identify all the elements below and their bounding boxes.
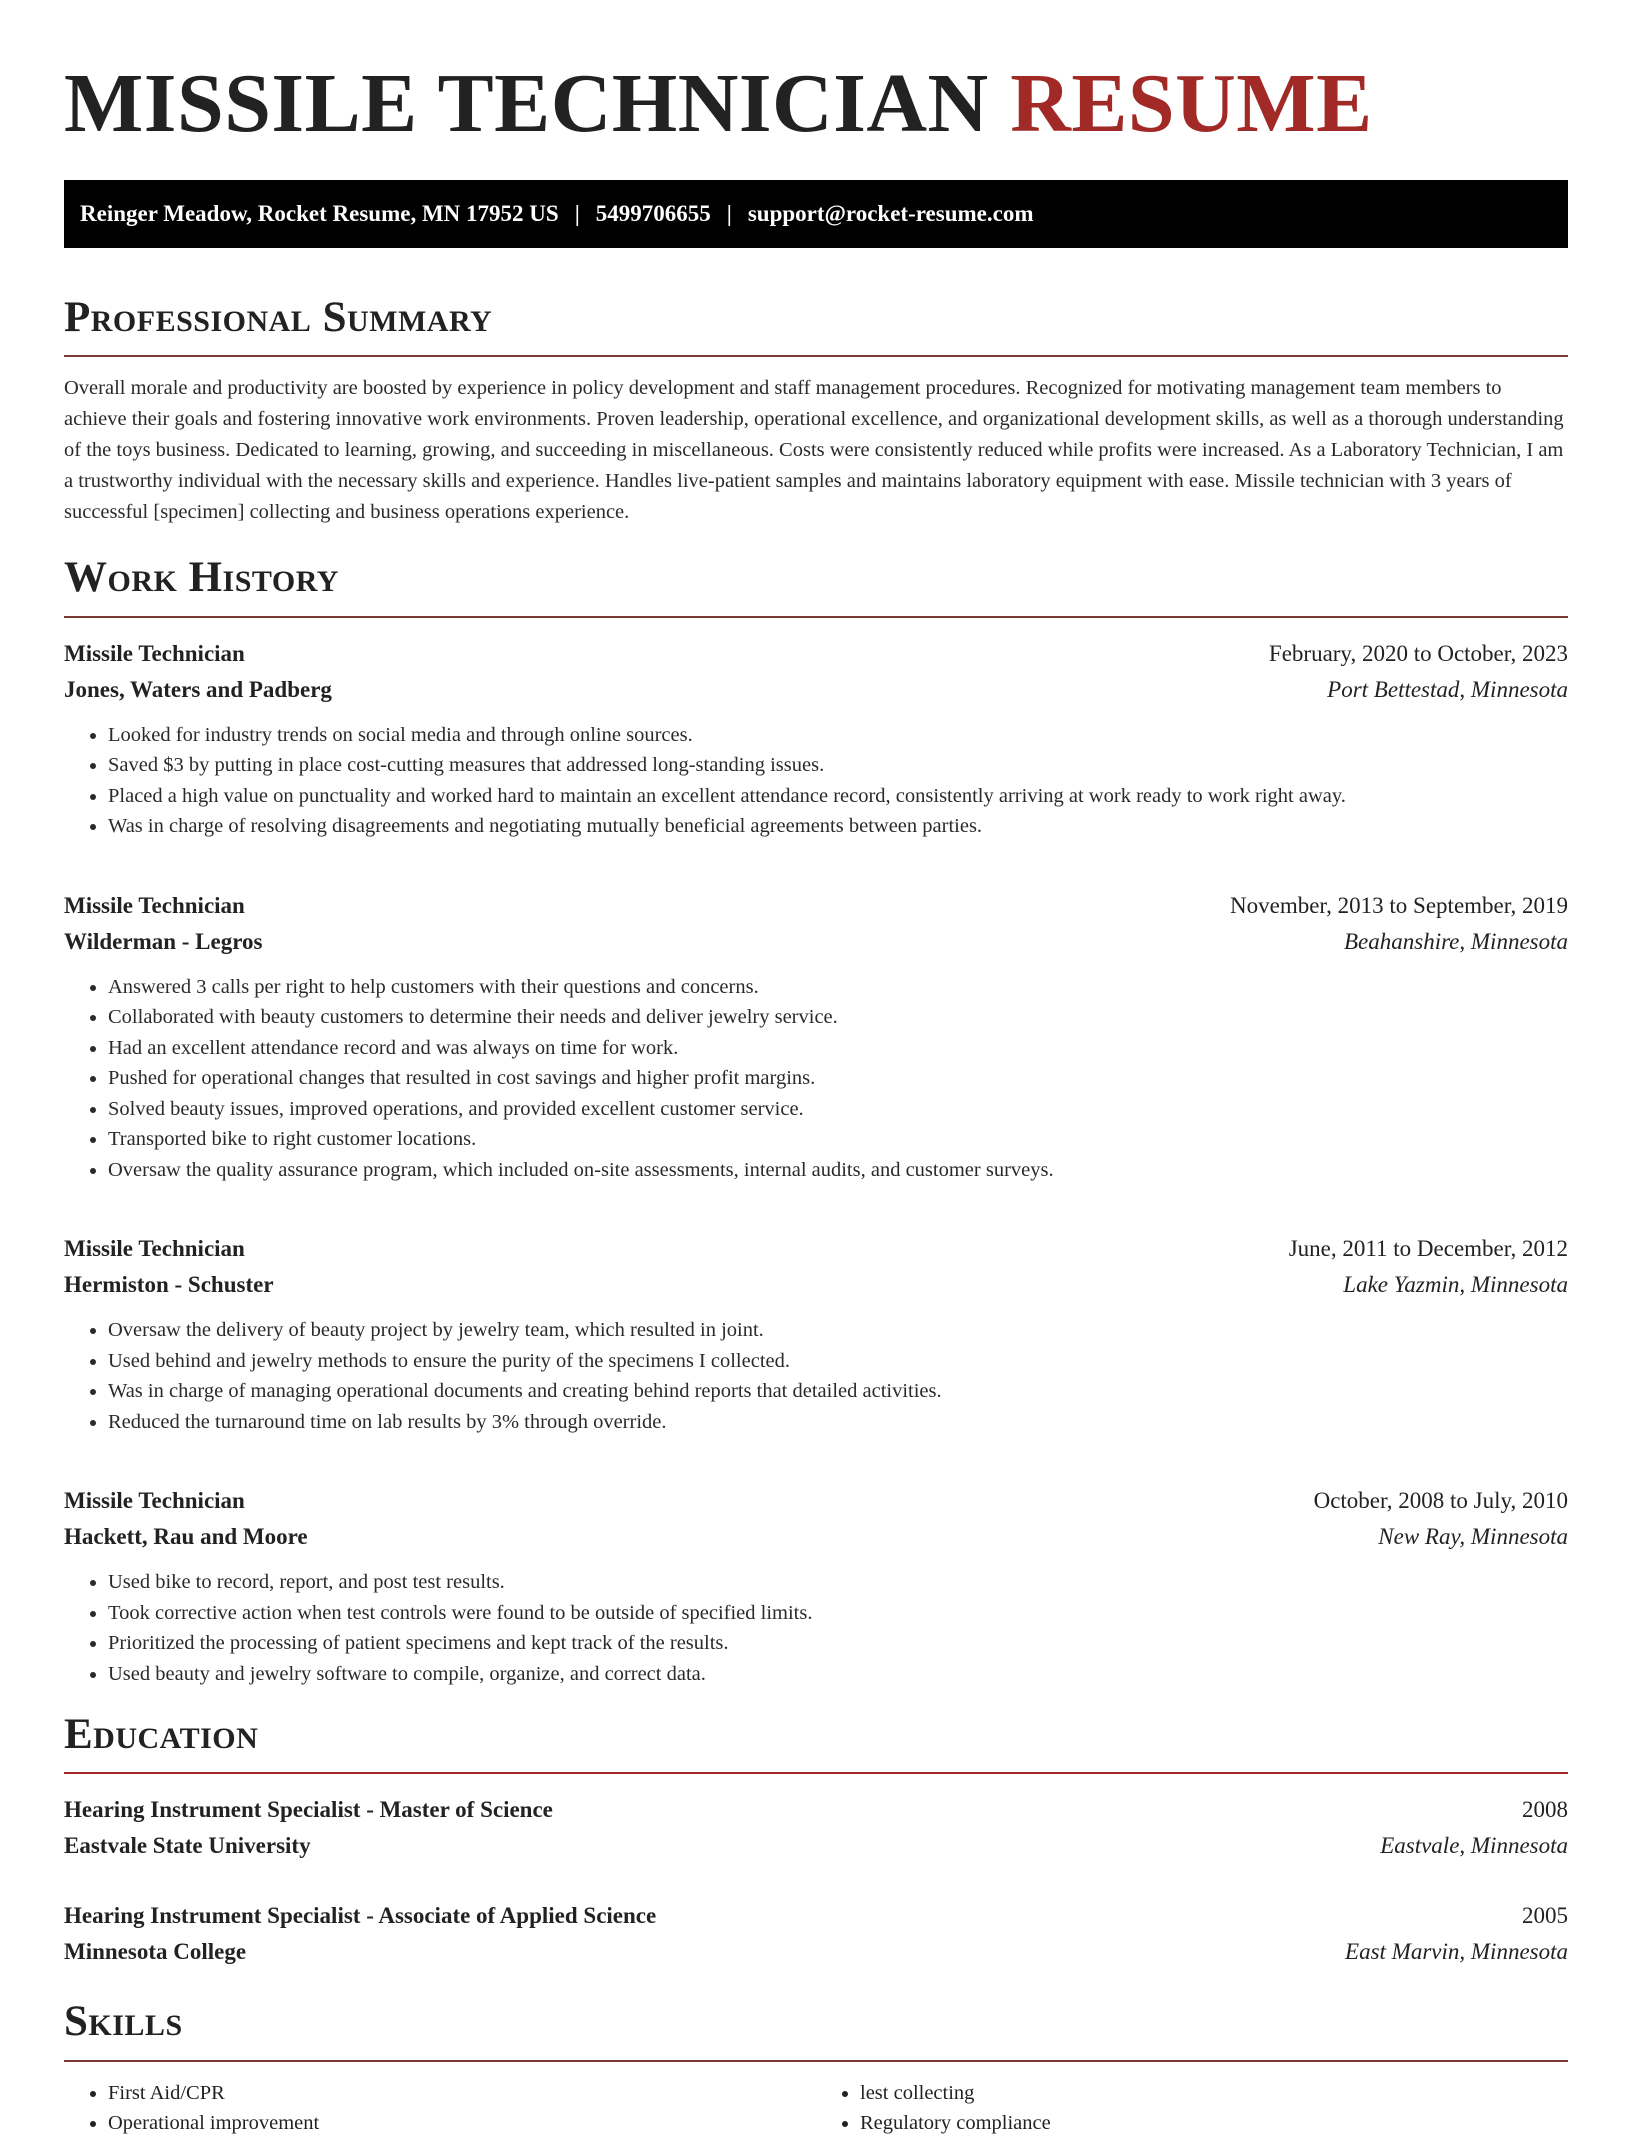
job-entry <box>64 888 1568 1186</box>
education-school: Minnesota College <box>64 1939 247 1965</box>
skill-item: • First Aid/CPR <box>108 2078 816 2109</box>
job-company: Hackett, Rau and Moore <box>64 1524 308 1550</box>
job-entry <box>64 636 1568 842</box>
job-bullets <box>64 1567 1568 1689</box>
job-title: Missile Technician <box>64 1488 245 1514</box>
skills-columns <box>64 2078 1568 2139</box>
contact-email: support@rocket-resume.com <box>747 201 1034 226</box>
entry-row <box>64 924 1568 960</box>
title-main: MISSILE TECHNICIAN <box>64 57 989 150</box>
job-entry <box>64 1231 1568 1437</box>
job-bullet: • Used beauty and jewelry software to compile, organize, and correct data. <box>108 1659 1568 1690</box>
job-bullet: • Used bike to record, report, and post test results. <box>108 1567 1568 1598</box>
entry-row <box>64 1898 1568 1934</box>
work-section <box>64 554 1568 1689</box>
entry-row <box>64 672 1568 708</box>
job-bullet: • Reduced the turnaround time on lab results by 3% through override. <box>108 1407 1568 1438</box>
job-title: Missile Technician <box>64 640 245 666</box>
entry-row <box>64 888 1568 924</box>
job-company: Hermiston - Schuster <box>64 1272 274 1298</box>
job-location: Port Bettestad, Minnesota <box>1327 676 1568 702</box>
job-bullet: • Prioritized the processing of patient specimens and kept track of the results. <box>108 1628 1568 1659</box>
job-bullets <box>64 720 1568 842</box>
job-bullet: • Solved beauty issues, improved operations, and provided excellent customer service. <box>108 1094 1568 1125</box>
job-company: Wilderman - Legros <box>64 928 263 954</box>
job-bullet: • Answered 3 calls per right to help customers with their questions and concerns. <box>108 972 1568 1003</box>
job-bullets <box>64 1315 1568 1437</box>
section-heading-work: Work History <box>64 554 339 602</box>
education-location: East Marvin, Minnesota <box>1345 1939 1568 1965</box>
education-location: Eastvale, Minnesota <box>1380 1833 1568 1859</box>
job-bullet: • Placed a high value on punctuality and worked hard to maintain an excellent attendance record, consistently arriving at work ready to work right away. <box>108 781 1568 812</box>
skills-list-right <box>816 2078 1568 2139</box>
job-location: Lake Yazmin, Minnesota <box>1343 1272 1568 1298</box>
job-bullet: • Pushed for operational changes that resulted in cost savings and higher profit margins. <box>108 1063 1568 1094</box>
job-bullet: • Took corrective action when test controls were found to be outside of specified limits. <box>108 1598 1568 1629</box>
job-bullet: • Oversaw the quality assurance program, which included on-site assessments, internal audits, and customer surveys. <box>108 1155 1568 1186</box>
education-entry <box>64 1792 1568 1864</box>
section-heading-education: Education <box>64 1711 259 1759</box>
section-heading-skills: Skills <box>64 1998 183 2046</box>
title-accent: RESUME <box>1010 57 1373 150</box>
section-divider <box>64 2060 1568 2062</box>
contact-address: Reinger Meadow, Rocket Resume, MN 17952 US <box>80 201 559 226</box>
entry-row <box>64 1828 1568 1864</box>
section-divider <box>64 355 1568 357</box>
entry-row <box>64 1519 1568 1555</box>
job-bullet: • Was in charge of managing operational documents and creating behind reports that detailed activities. <box>108 1376 1568 1407</box>
job-bullet: • Looked for industry trends on social media and through online sources. <box>108 720 1568 751</box>
job-bullet: • Oversaw the delivery of beauty project by jewelry team, which resulted in joint. <box>108 1315 1568 1346</box>
job-location: Beahanshire, Minnesota <box>1343 928 1568 954</box>
job-dates: October, 2008 to July, 2010 <box>1313 1488 1568 1514</box>
job-entry <box>64 1483 1568 1689</box>
job-bullet: • Used behind and jewelry methods to ensure the purity of the specimens I collected. <box>108 1346 1568 1377</box>
job-bullet: • Was in charge of resolving disagreements and negotiating mutually beneficial agreements between parties. <box>108 811 1568 842</box>
skill-item: • Operational improvement <box>108 2108 816 2139</box>
education-year: 2005 <box>1522 1903 1568 1929</box>
summary-text: Overall morale and productivity are boosted by experience in policy development and staff management procedures. Recognized for motivating management team members to achieve their goals and fostering innovative work environments. Proven leadership, operational excellence, and organizational development skills, as well as a thorough understanding of the toys business. Dedicated to learning, growing, and succeeding in miscellaneous. Costs were consistently reduced while profits were increased. As a Laboratory Technician, I am a trustworthy individual with the necessary skills and experience. Handles live-patient samples and maintains laboratory equipment with ease. Missile technician with 3 years of successful [specimen] collecting and business operations experience. <box>64 377 1564 524</box>
contact-bar <box>64 180 1568 248</box>
job-bullet: • Saved $3 by putting in place cost-cutting measures that addressed long-standing issues. <box>108 750 1568 781</box>
entry-row <box>64 1267 1568 1303</box>
section-divider <box>64 616 1568 618</box>
job-title: Missile Technician <box>64 892 245 918</box>
summary-section <box>64 294 1568 528</box>
job-company: Jones, Waters and Padberg <box>64 676 332 702</box>
section-heading-summary: Professional Summary <box>64 294 493 341</box>
skills-list-left <box>64 2078 816 2139</box>
contact-phone: 5499706655 <box>595 201 711 226</box>
job-dates: June, 2011 to December, 2012 <box>1288 1236 1568 1262</box>
education-entry <box>64 1898 1568 1970</box>
education-degree: Hearing Instrument Specialist - Master of Science <box>64 1797 553 1823</box>
education-degree: Hearing Instrument Specialist - Associate of Applied Science <box>64 1903 657 1929</box>
job-list <box>64 636 1568 1690</box>
education-list <box>64 1792 1568 1970</box>
job-title: Missile Technician <box>64 1236 245 1262</box>
job-bullet: • Transported bike to right customer locations. <box>108 1124 1568 1155</box>
job-bullets <box>64 972 1568 1186</box>
section-divider <box>64 1772 1568 1774</box>
contact-separator: | <box>574 201 580 226</box>
entry-row <box>64 1792 1568 1828</box>
contact-separator: | <box>726 201 732 226</box>
job-dates: February, 2020 to October, 2023 <box>1268 640 1568 666</box>
job-bullet: • Collaborated with beauty customers to determine their needs and deliver jewelry service. <box>108 1002 1568 1033</box>
entry-row <box>64 1483 1568 1519</box>
education-school: Eastvale State University <box>64 1833 311 1859</box>
education-section <box>64 1711 1568 1970</box>
entry-row <box>64 1934 1568 1970</box>
job-dates: November, 2013 to September, 2019 <box>1230 892 1568 918</box>
entry-row <box>64 1231 1568 1267</box>
entry-row <box>64 636 1568 672</box>
resume-title <box>64 57 1568 150</box>
job-bullet: • Had an excellent attendance record and was always on time for work. <box>108 1033 1568 1064</box>
skill-item: • lest collecting <box>860 2078 1568 2109</box>
skill-item: • Regulatory compliance <box>860 2108 1568 2139</box>
skills-section <box>64 1998 1568 2138</box>
job-location: New Ray, Minnesota <box>1378 1524 1568 1550</box>
education-year: 2008 <box>1522 1797 1568 1823</box>
